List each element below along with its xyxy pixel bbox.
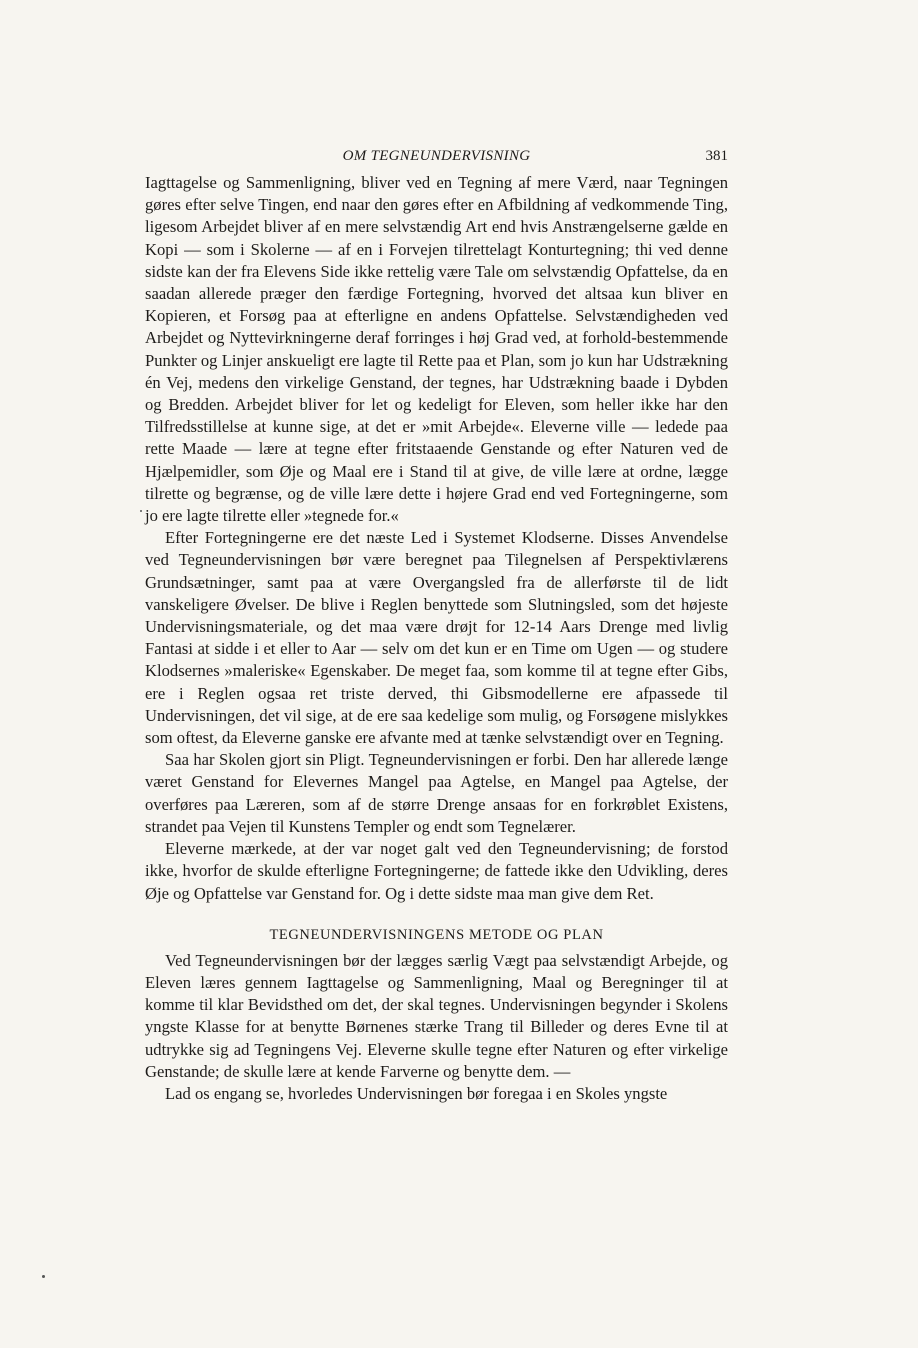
section-heading: TEGNEUNDERVISNINGENS METODE OG PLAN — [269, 926, 604, 943]
paragraph-1: Iagttagelse og Sammenligning, bliver ved en Tegning af mere Værd, naar Tegningen gøres efter selve Tingen, end naar den gøres efter en Afbildning af vedkommende Ting, ligesom Arbejdet bliver af en mere selvstændig Art end hvis Anstrængelserne gælde en Kopi — som i Skolerne — af en i Forvejen tilrettelagt Konturtegning; thi ved denne sidste kan der fra Elevens Side ikke rettelig være Tale om selvstændig Opfattelse, da en saadan allerede præger den færdige Fortegning, hvorved det altsaa kun bliver en Kopieren, et Forsøg paa at efterligne en andens Opfattelse. Selvstændigheden ved Arbejdet og Nyttevirkningerne deraf forringes i høj Grad ved, at forhold-bestemmende Punkter og Linjer anskueligt ere lagte til Rette paa et Plan, som jo kun har Udstrækning én Vej, medens den virkelige Genstand, der tegnes, har Udstrækning baade i Dybden og Bredden. Arbejdet bliver for let og kedeligt for Eleven, som heller ikke har den Tilfredsstillelse at kunne sige, at det er »mit Arbejde«. Eleverne ville — ledede paa rette Maade — lære at tegne efter fritstaaende Genstande og efter Naturen ved de Hjælpemidler, som Øje og Maal ere i Stand til at give, de ville lære at ordne, lægge tilrette og begrænse, og de ville lære dette i højere Grad end ved Fortegningerne, som jo ere lagte tilrette eller »tegnede for.« — [145, 173, 728, 526]
section-paragraph-1: Ved Tegneundervisningen bør der lægges særlig Vægt paa selvstændigt Arbejde, og Eleven læres gennem Iagttagelse og Sammenligning, Maal og Beregninger til at komme til klar Bevidsthed om det, der skal tegnes. Undervisningen begynder i Skolens yngste Klasse for at benytte Børnenes stærke Trang til Billeder og deres Evne til at udtrykke sig ad Tegningens Vej. Eleverne skulle tegne efter Naturen og efter virkelige Genstande; de skulle lære at kende Farverne og benytte dem. — — [145, 950, 728, 1081]
section-body — [145, 950, 728, 1105]
body-text — [145, 172, 728, 905]
paragraph-2: Efter Fortegningerne ere det næste Led i Systemet Klodserne. Disses Anvendelse ved Tegneundervisningen bør være beregnet paa Tilegnelsen af Perspektivlærens Grundsætninger, samt paa at være Overgangsled fra de allerførste til de lidt vanskeligere Øvelser. De blive i Reglen benyttede som Slutningsled, som det højeste Undervisningsmateriale, og det maa være drøjt for 12-14 Aars Drenge med livlig Fantasi at sidde i et eller to Aar — selv om det kun er en Time om Ugen — og studere Klodsernes »maleriske« Egenskaber. De meget faa, som komme til at tegne efter Gibs, ere i Reglen ogsaa ret triste derved, thi Gibsmodellerne ere afpassede til Undervisningen, det vil sige, at de ere saa kedelige som mulig, og Forsøgene mislykkes som oftest, da Eleverne ganske ere afvante med at tænke selvstændigt over en Tegning. — [145, 528, 728, 748]
page-number: 381 — [705, 148, 728, 164]
scan-speck — [140, 510, 142, 512]
section-paragraph-2: Lad os engang se, hvorledes Undervisningen bør foregaa i en Skoles yngste — [165, 1083, 668, 1103]
page-header — [145, 142, 728, 172]
paragraph-4: Eleverne mærkede, at der var noget galt ved den Tegneundervisning; de forstod ikke, hvorfor de skulde efterligne Fortegningerne; de fattede ikke den Udvikling, deres Øje og Opfattelse var Genstand for. Og i dette sidste maa man give dem Ret. — [145, 839, 728, 903]
scan-speck — [42, 1275, 45, 1278]
paragraph-3: Saa har Skolen gjort sin Pligt. Tegneundervisningen er forbi. Den har allerede længe været Genstand for Elevernes Mangel paa Agtelse, en Mangel paa Agtelse, der overføres paa Læreren, som af de større Drenge ansaas for en forkrøblet Existens, strandet paa Vejen til Kunstens Templer og endt som Tegnelærer. — [145, 750, 728, 836]
running-head: OM TEGNEUNDERVISNING — [342, 148, 531, 164]
book-page — [145, 142, 728, 1105]
